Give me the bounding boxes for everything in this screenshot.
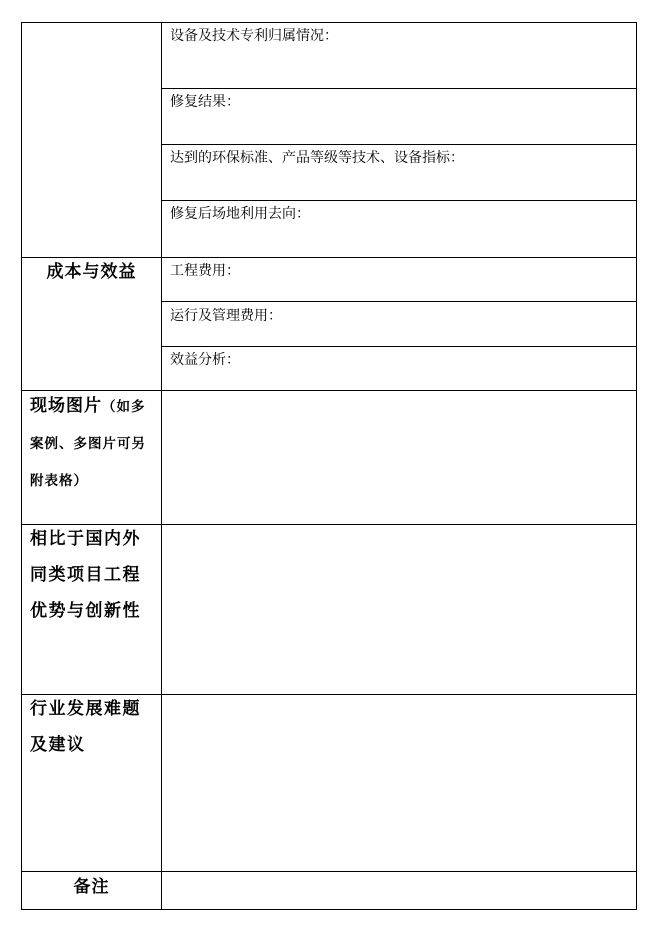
label-site-photos-main: 现场图片	[30, 396, 102, 416]
field-operation-cost: 运行及管理费用：	[170, 308, 282, 324]
field-standards-achieved: 达到的环保标准、产品等级等技术、设备指标：	[170, 150, 464, 166]
remarks-input-area[interactable]	[162, 872, 636, 909]
row-divider	[161, 200, 637, 201]
label-site-photos-note-3: 附表格）	[30, 473, 88, 489]
industry-input-area[interactable]	[162, 695, 636, 871]
label-site-photos-note-1: （如多	[102, 399, 146, 415]
label-advantage-line-2: 同类项目工程	[30, 565, 141, 585]
advantage-input-area[interactable]	[162, 525, 636, 694]
label-advantage-line-1: 相比于国内外	[30, 529, 141, 549]
row-divider	[161, 88, 637, 89]
table-border-top	[21, 22, 637, 23]
label-cost-benefit: 成本与效益	[46, 262, 137, 282]
table-border-bottom	[21, 909, 637, 910]
field-patent-ownership: 设备及技术专利归属情况：	[170, 28, 338, 44]
label-industry-line-2: 及建议	[30, 735, 86, 755]
field-site-reuse: 修复后场地利用去向：	[170, 206, 310, 222]
label-advantage-line-3: 优势与创新性	[30, 601, 141, 621]
field-remediation-result: 修复结果：	[170, 94, 240, 110]
label-industry-line-1: 行业发展难题	[30, 699, 141, 719]
row-divider	[161, 346, 637, 347]
form-table	[21, 22, 637, 910]
label-industry-challenges	[30, 691, 160, 763]
label-advantage-innovation	[30, 521, 160, 629]
label-remarks: 备注	[73, 877, 110, 897]
site-photos-area[interactable]	[162, 391, 636, 524]
field-benefit-analysis: 效益分析：	[170, 352, 240, 368]
table-border-left	[21, 22, 22, 910]
label-site-photos-note-2: 案例、多图片可另	[30, 436, 146, 452]
table-border-right	[636, 22, 637, 910]
field-engineering-cost: 工程费用：	[170, 263, 240, 279]
row-divider	[161, 301, 637, 302]
label-site-photos	[30, 388, 160, 499]
row-divider	[161, 144, 637, 145]
